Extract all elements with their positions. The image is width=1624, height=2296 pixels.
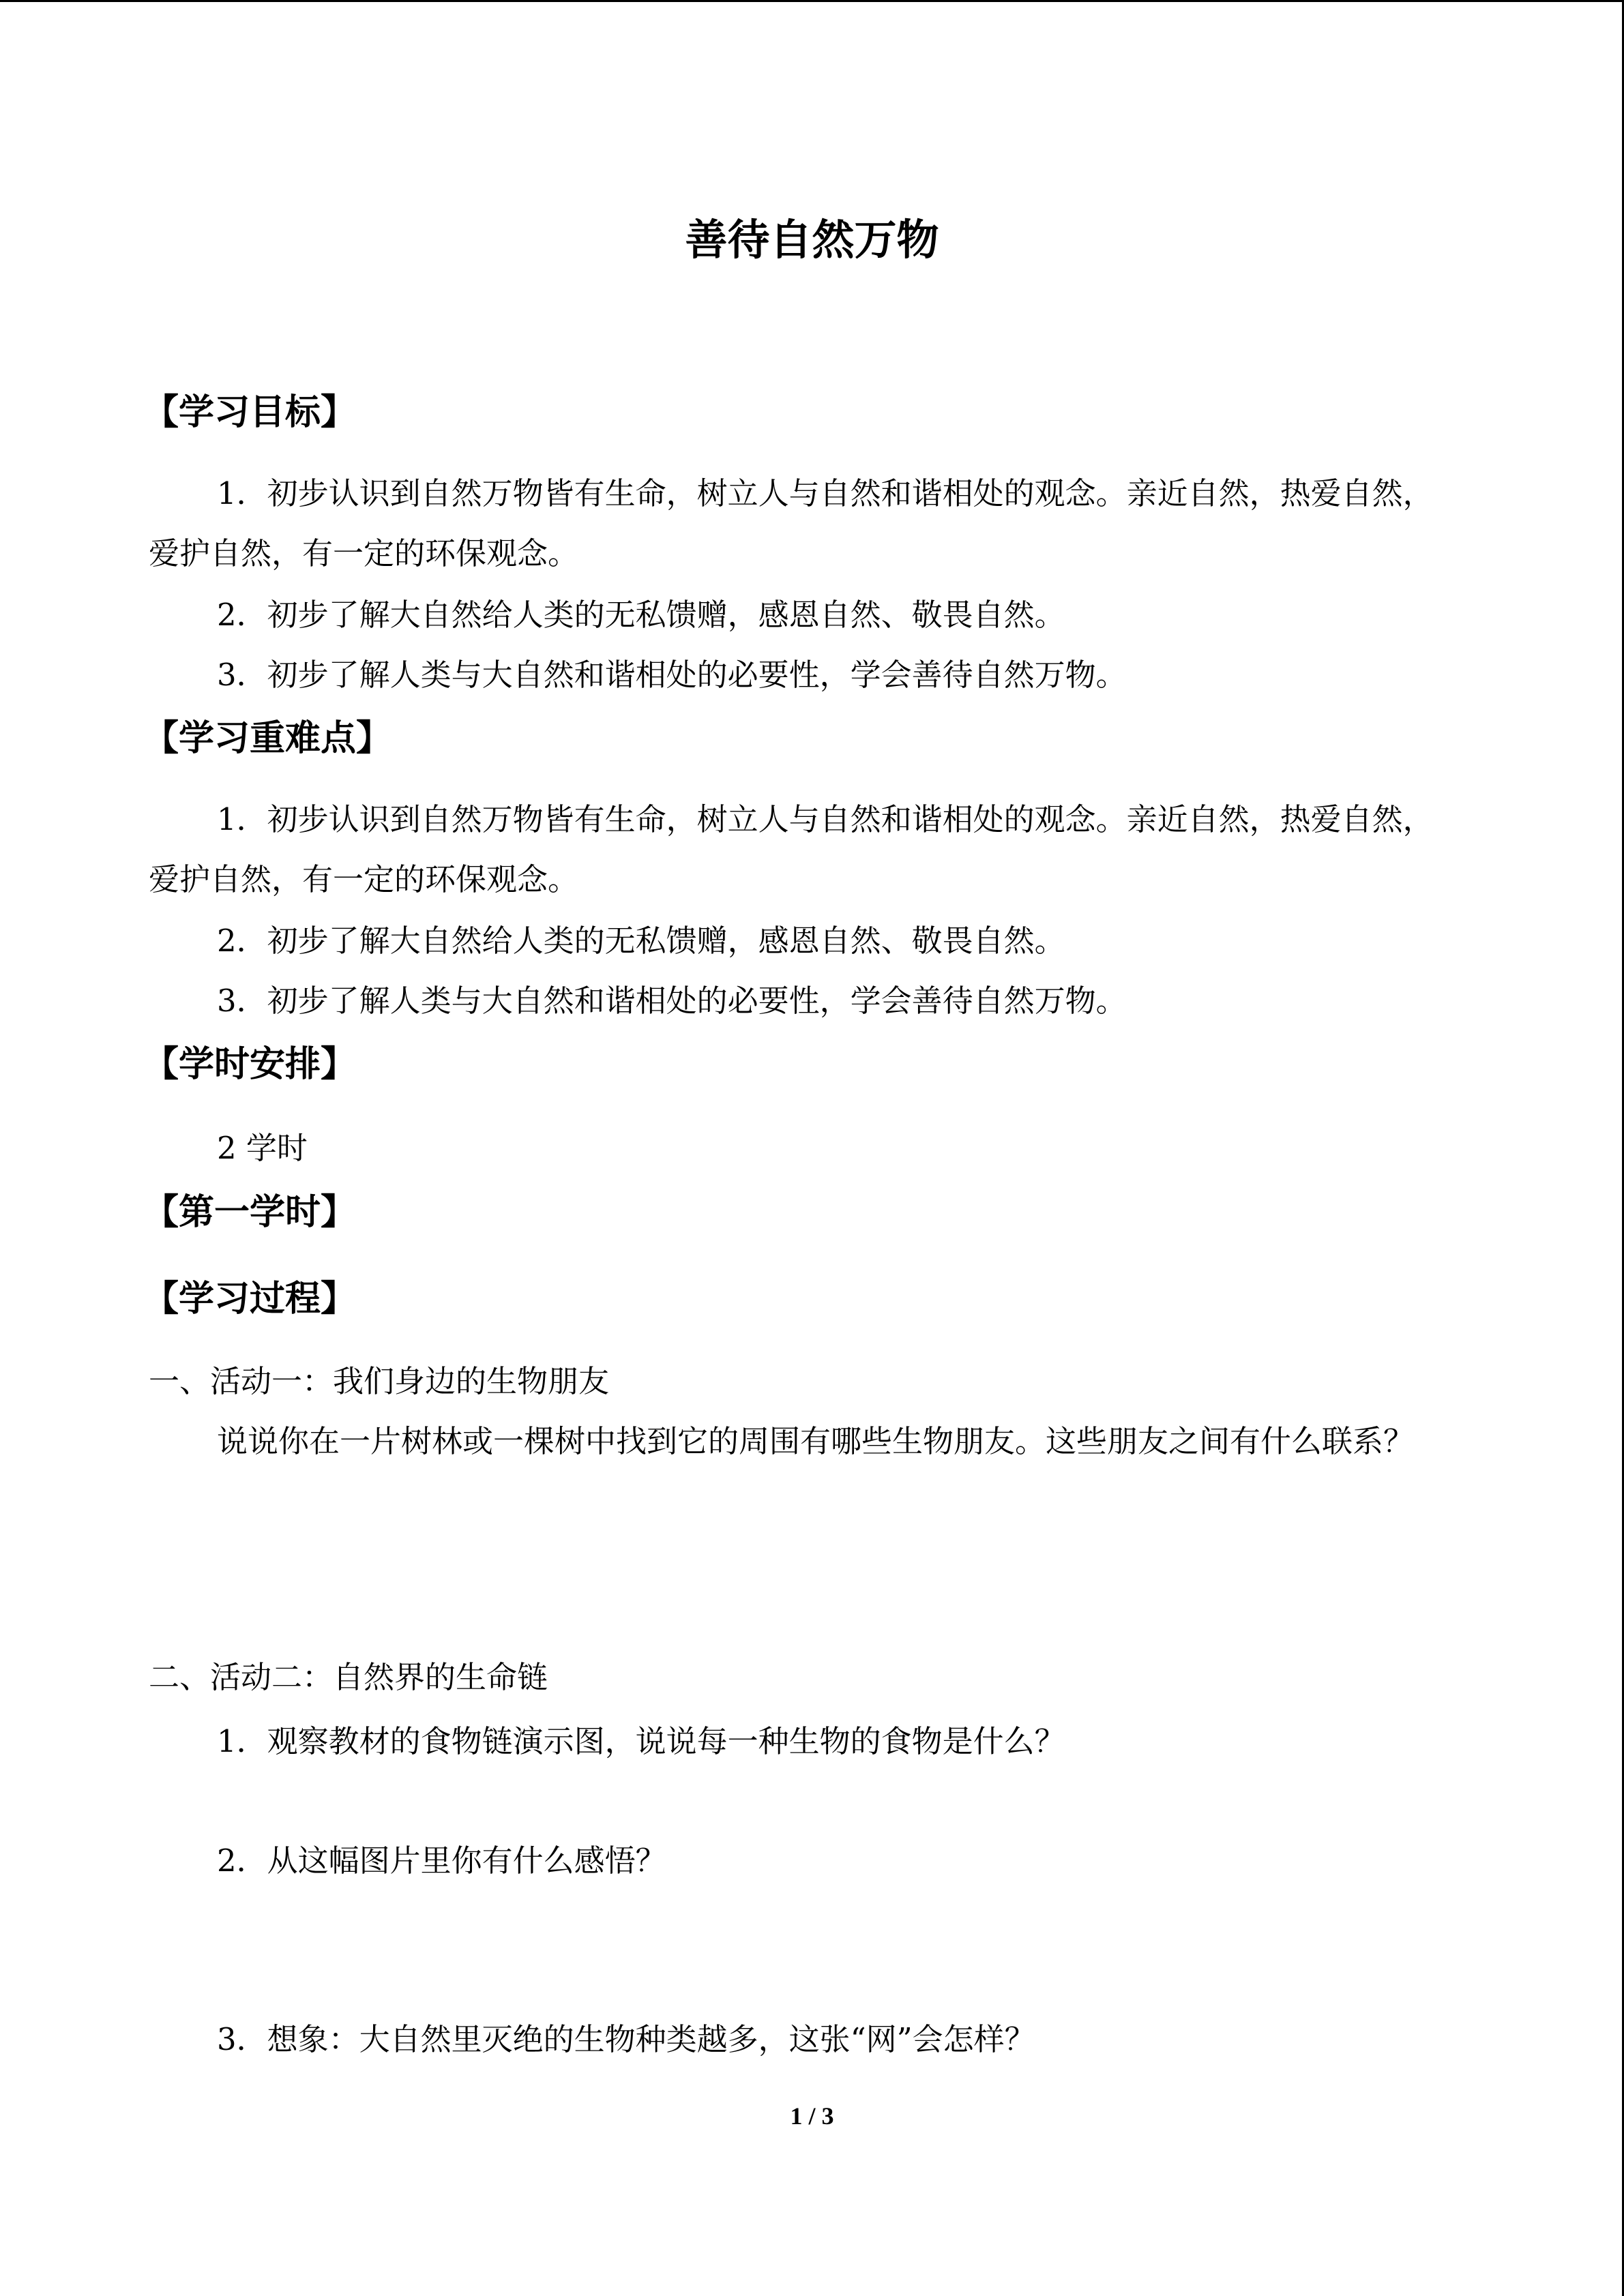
key-points-item-3: 3．初步了解人类与大自然和谐相处的必要性，学会善待自然万物。	[217, 983, 1127, 1019]
heading-learning-goals: 【学习目标】	[143, 392, 357, 433]
activity-1-title: 一、活动一：我们身边的生物朋友	[149, 1363, 610, 1399]
activity-2-question-1: 1．观察教材的食物链演示图，说说每一种生物的食物是什么？	[217, 1723, 1065, 1759]
key-points-item-1: 1．初步认识到自然万物皆有生命，树立人与自然和谐相处的观念。亲近自然，热爱自然，爱护自然，有一定的环保观念。	[149, 801, 1434, 897]
heading-key-points: 【学习重难点】	[143, 718, 392, 759]
activity-1-text: 说说你在一片树林或一棵树中找到它的周围有哪些生物朋友。这些朋友之间有什么联系？	[217, 1423, 1415, 1459]
key-points-item-2: 2．初步了解大自然给人类的无私馈赠，感恩自然、敬畏自然。	[217, 923, 1065, 959]
goals-item-1: 1．初步认识到自然万物皆有生命，树立人与自然和谐相处的观念。亲近自然，热爱自然， 爱护自然，有一定的环保观念。	[149, 475, 1434, 571]
heading-learning-process: 【学习过程】	[143, 1279, 357, 1320]
heading-schedule: 【学时安排】	[143, 1044, 357, 1085]
goals-item-2: 2．初步了解大自然给人类的无私馈赠，感恩自然、敬畏自然。	[217, 597, 1065, 633]
goals-item-3: 3．初步了解人类与大自然和谐相处的必要性，学会善待自然万物。	[217, 657, 1127, 693]
heading-first-period: 【第一学时】	[143, 1192, 357, 1233]
activity-2-question-3: 3．想象：大自然里灭绝的生物种类越多，这张“网”会怎样？	[217, 2021, 1035, 2057]
page-number: 1 / 3	[790, 2102, 834, 2130]
schedule-text: 2 学时	[217, 1130, 308, 1166]
activity-2-title: 二、活动二：自然界的生命链	[149, 1659, 548, 1695]
document-title: 善待自然万物	[685, 215, 939, 265]
page-border-top	[0, 0, 1624, 2]
activity-2-question-2: 2．从这幅图片里你有什么感悟？	[217, 1843, 666, 1879]
